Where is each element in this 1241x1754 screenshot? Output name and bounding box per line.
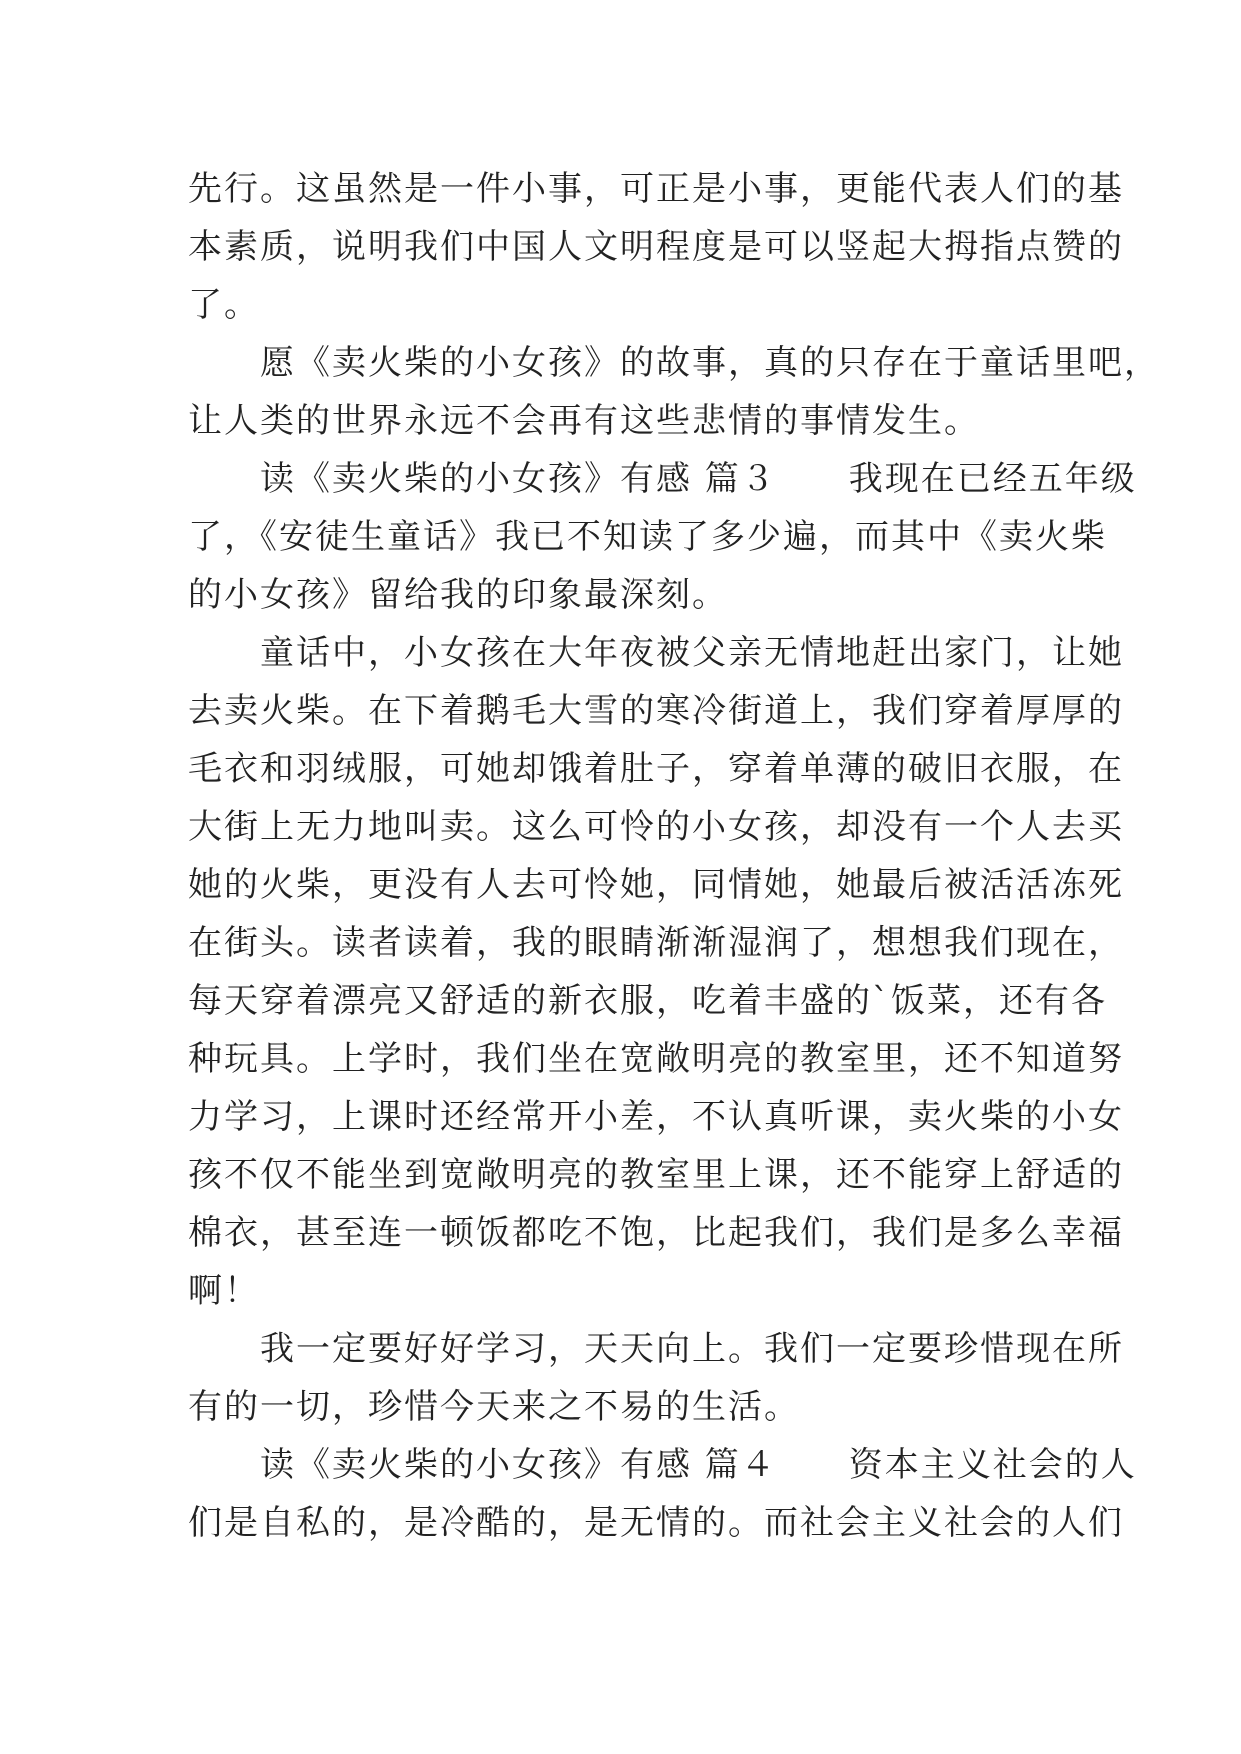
text-line: 读《卖火柴的小女孩》有感 篇４ 资本主义社会的人 [188, 1445, 1137, 1485]
text-line: 力学习，上课时还经常开小差，不认真听课，卖火柴的小女 [188, 1097, 1124, 1137]
body-text [188, 160, 1160, 1552]
text-line: 读《卖火柴的小女孩》有感 篇３ 我现在已经五年级 [188, 459, 1137, 499]
text-line: 在街头。读者读着，我的眼睛渐渐湿润了，想想我们现在， [188, 923, 1124, 963]
text-line: 了，《安徒生童话》我已不知读了多少遍，而其中《卖火柴 [188, 517, 1107, 557]
text-line: 了。 [188, 285, 260, 325]
text-line: 先行。这虽然是一件小事，可正是小事，更能代表人们的基 [188, 169, 1124, 209]
text-line: 她的火柴，更没有人去可怜她，同情她，她最后被活活冻死 [188, 865, 1124, 905]
text-line: 们是自私的，是冷酷的，是无情的。而社会主义社会的人们 [188, 1503, 1124, 1543]
text-line: 大街上无力地叫卖。这么可怜的小女孩，却没有一个人去买 [188, 807, 1124, 847]
text-line: 让人类的世界永远不会再有这些悲情的事情发生。 [188, 401, 980, 441]
text-line: 的小女孩》留给我的印象最深刻。 [188, 575, 728, 615]
text-line: 童话中，小女孩在大年夜被父亲无情地赶出家门，让她 [188, 633, 1124, 673]
text-line: 孩不仅不能坐到宽敞明亮的教室里上课，还不能穿上舒适的 [188, 1155, 1124, 1195]
text-line: 愿《卖火柴的小女孩》的故事，真的只存在于童话里吧， [188, 343, 1160, 383]
text-line: 毛衣和羽绒服，可她却饿着肚子，穿着单薄的破旧衣服，在 [188, 749, 1124, 789]
text-line: 每天穿着漂亮又舒适的新衣服，吃着丰盛的`饭菜，还有各 [188, 981, 1107, 1021]
text-line: 去卖火柴。在下着鹅毛大雪的寒冷街道上，我们穿着厚厚的 [188, 691, 1124, 731]
text-line: 我一定要好好学习，天天向上。我们一定要珍惜现在所 [188, 1329, 1124, 1369]
text-line: 种玩具。上学时，我们坐在宽敞明亮的教室里，还不知道努 [188, 1039, 1124, 1079]
text-line: 棉衣，甚至连一顿饭都吃不饱，比起我们，我们是多么幸福 [188, 1213, 1124, 1253]
text-line: 啊！ [188, 1271, 260, 1311]
text-line: 有的一切，珍惜今天来之不易的生活。 [188, 1387, 800, 1427]
text-line: 本素质，说明我们中国人文明程度是可以竖起大拇指点赞的 [188, 227, 1124, 267]
